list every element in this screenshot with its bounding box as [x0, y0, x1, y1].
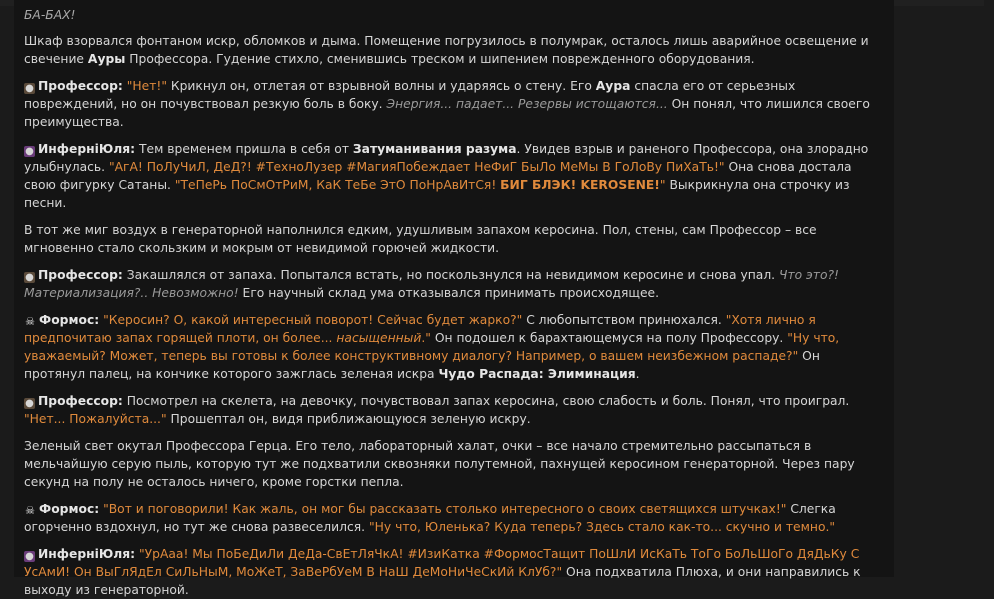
skull-icon: ☠ — [25, 315, 35, 328]
speaker-name: Профессор: — [38, 268, 123, 282]
speaker-name: ИнферніЮля: — [38, 547, 136, 561]
girl-avatar-icon: ● — [25, 146, 34, 157]
dialogue-yulia: ● ИнферніЮля: "УрАаа! Мы ПоБеДиЛи ДеДа-СвЕтЛяЧкА! #ИзиКатка #ФормосТащит ПоШлИ ИсКаТь ТоГо БоЛьШоГо ДяДьКу С УсАмИ! Он ВыГлЯдЕл СиЛьНыМ, МоЖеТ, ЗаВеРбУеМ В НаШ ДеМоНиЧеСкИй КлУб?" Она подхватила Плюха, и они направились к выходу из генераторной. — [24, 547, 861, 597]
scientist-avatar-icon: ● — [25, 272, 34, 283]
speaker-name: Формос: — [39, 313, 100, 327]
skull-icon: ☠ — [25, 504, 35, 517]
dialogue-professor: ● Профессор: Закашлялся от запаха. Попытался встать, но поскользнулся на невидимом керосине и снова упал. Что это?! Материализация?.. Невозможно! Его научный склад ума отказывался принимать происходящее. — [24, 268, 839, 300]
page-scrollbar[interactable] — [984, 0, 994, 577]
speaker-name: ИнферніЮля: — [38, 142, 136, 156]
speaker-name: Профессор: — [38, 394, 123, 408]
narration-paragraph: Шкаф взорвался фонтаном искр, обломков и дыма. Помещение погрузилось в полумрак, осталось лишь аварийное освещение и свечение Ауры Профессора. Гудение стихло, сменившись треском и шипением поврежденного оборудования. — [24, 34, 869, 66]
speaker-name: Формос: — [39, 502, 100, 516]
header-cut-line: БА-БАХ! — [24, 8, 76, 22]
chat-message-body — [14, 0, 894, 597]
dialogue-yulia: ● ИнферніЮля: Тем временем пришла в себя от Затуманивания разума. Увидев взрыв и раненого Профессора, она злорадно улыбнулась. "АгА! ПоЛуЧиЛ, ДеД?! #ТехноЛузер #МагияПобеждает НеФиГ БыЛо МеМы В ГоЛоВу ПиХаТь!" Она снова достала свою фигурку Сатаны. "ТеПеРь ПоСмОтРиМ, КаК ТеБе ЭтО ПоНрАвИтСя! БИГ БЛЭК! KEROSENE!" Выкрикнула она строчку из песни. — [24, 142, 869, 210]
scientist-avatar-icon: ● — [25, 398, 34, 409]
scientist-avatar-icon: ● — [25, 83, 34, 94]
narration-paragraph: Зеленый свет окутал Профессора Герца. Его тело, лабораторный халат, очки – все начало стремительно рассыпаться в мельчайшую серую пыль, которую тут же подхватили сквозняки полутемной, пахнущей керосином генераторной. Через пару секунд на полу не осталось ничего, кроме горстки пепла. — [24, 439, 855, 489]
speaker-name: Профессор: — [38, 79, 123, 93]
dialogue-formos: ☠ Формос: "Вот и поговорили! Как жаль, он мог бы рассказать столько интересного о своих светящихся штучках!" Слегка огорченно вздохнул, но тут же снова развеселился. "Ну что, Юленька? Куда теперь? Здесь стало как-то... скучно и темно." — [24, 502, 836, 534]
dialogue-formos: ☠ Формос: "Керосин? О, какой интересный поворот! Сейчас будет жарко?" С любопытством принюхался. "Хотя лично я предпочитаю запах горящей плоти, он более... насыщенный." Он подошел к барахтающемуся на полу Профессору. "Ну что, уважаемый? Может, теперь вы готовы к более конструктивному диалогу? Например, о вашем неизбежном распаде?" Он протянул палец, на кончике которого зажглась зеленая искра Чудо Распада: Элиминация. — [24, 313, 840, 381]
girl-avatar-icon: ● — [25, 551, 34, 562]
dialogue-professor: ● Профессор: "Нет!" Крикнул он, отлетая от взрывной волны и ударяясь о стену. Его Аура спасла его от серьезных повреждений, но он почувствовал резкую боль в боку. Энергия... падает... Резервы истощаются... Он понял, что лишился своего преимущества. — [24, 79, 870, 129]
narration-paragraph: В тот же миг воздух в генераторной наполнился едким, удушливым запахом керосина. Пол, стены, сам Профессор – все мгновенно стало скользким и мокрым от невидимой горючей жидкости. — [24, 223, 817, 255]
dialogue-professor: ● Профессор: Посмотрел на скелета, на девочку, почувствовал запах керосина, свою слабость и боль. Понял, что проиграл. "Нет... Пожалуйста..." Прошептал он, видя приближающуюся зеленую искру. — [24, 394, 850, 426]
